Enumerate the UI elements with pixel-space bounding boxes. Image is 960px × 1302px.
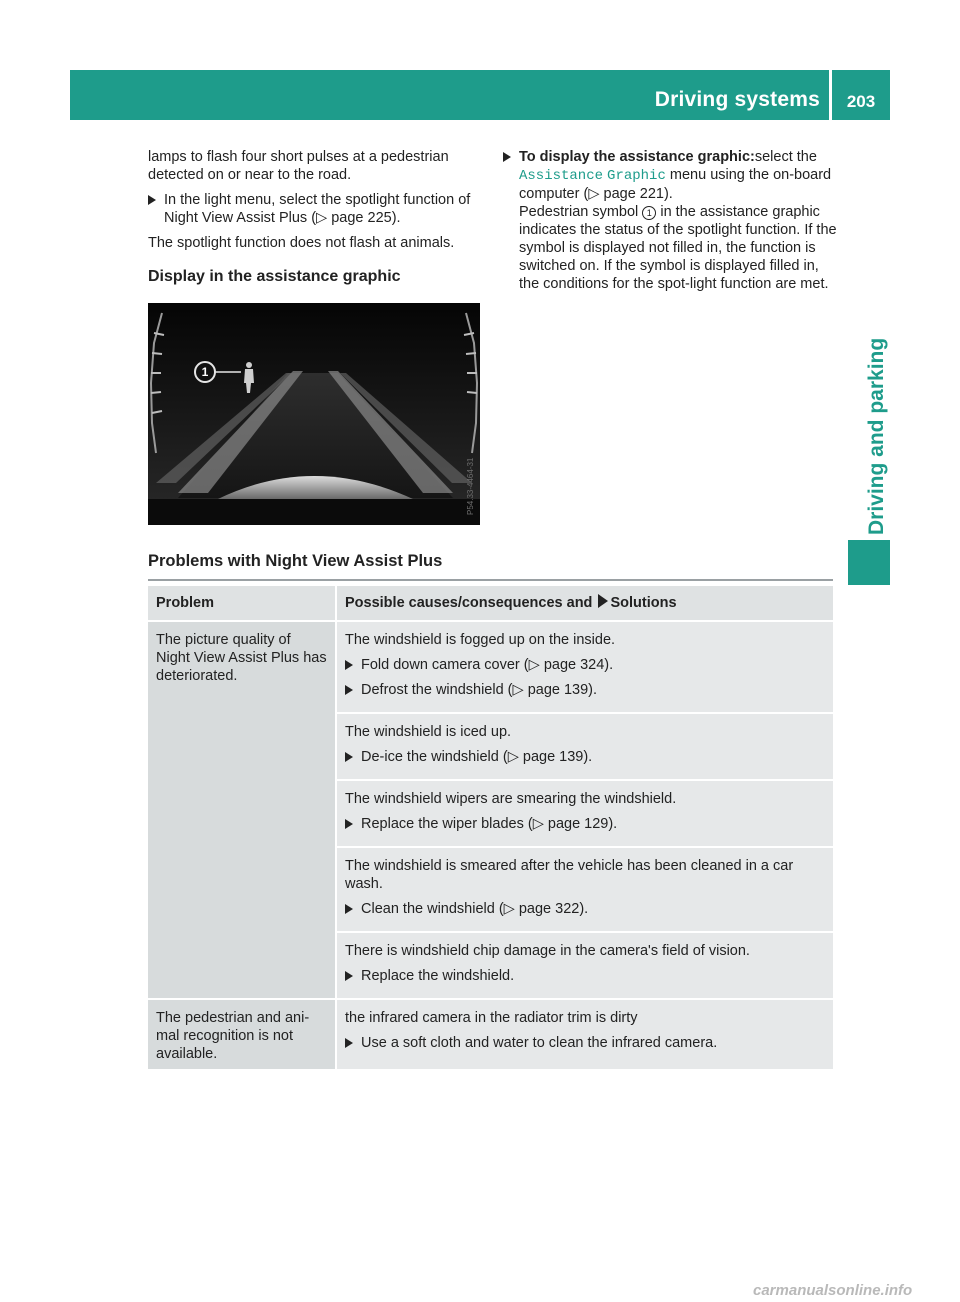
header-causes-text: Possible causes/consequences and	[345, 595, 593, 611]
step-text: Use a soft cloth and water to clean the infrared camera.	[361, 1035, 718, 1051]
page-ref-triangle-icon: ▷	[512, 682, 524, 698]
step-arrow-icon	[345, 904, 353, 914]
table-row	[148, 1000, 833, 1071]
cause-text: the infrared camera in the radiator trim is dirty	[345, 1010, 638, 1026]
solution-step	[345, 748, 825, 766]
header-solutions-text: Solutions	[610, 595, 677, 611]
instruction-step-display	[503, 148, 838, 293]
solution-cell	[337, 933, 833, 1000]
side-section-block	[848, 540, 890, 585]
cause-text: The windshield wipers are smearing the windshield.	[345, 791, 677, 807]
chapter-title: Driving systems	[654, 88, 820, 111]
para-text-rest: in the assistance graphic indicates the status of the spotlight function. If the symbol is displayed not filled in, the function is switched on. If the symbol is displayed filled in, the conditions for the spot-light function are met.	[519, 204, 837, 292]
page-ref-triangle-icon: ▷	[503, 901, 515, 917]
step-text: Fold down camera cover (	[361, 657, 529, 673]
note-paragraph: The spotlight function does not flash at animals.	[148, 235, 455, 251]
section-heading: Display in the assistance graphic	[148, 268, 401, 285]
step-arrow-icon	[148, 195, 156, 205]
solution-step	[345, 681, 825, 699]
page-reference-link[interactable]: page 225).	[331, 210, 401, 226]
solution-step	[345, 1034, 825, 1052]
intro-paragraph: lamps to flash four short pulses at a pedestrian detected on or near to the road.	[148, 149, 449, 183]
image-code: P54.33-4464-31	[466, 457, 475, 515]
step-arrow-icon	[345, 660, 353, 670]
right-column	[503, 148, 838, 300]
step-heading: To display the assistance graphic:	[519, 149, 755, 165]
step-arrow-icon	[345, 752, 353, 762]
solution-cell	[337, 781, 833, 848]
step-text: select the	[754, 149, 817, 165]
menu-assistance: Assistance	[519, 168, 604, 184]
solution-cell	[337, 622, 833, 714]
page-reference-link[interactable]: page 324).	[543, 657, 614, 673]
problems-heading: Problems with Night View Assist Plus	[148, 552, 833, 581]
problem-cell: The picture quality of Night View Assist Plus has deteriorated.	[148, 622, 337, 1000]
page-reference-link[interactable]: page 221).	[603, 186, 673, 202]
cause-text: The windshield is smeared after the vehicle has been cleaned in a car wash.	[345, 858, 794, 892]
page-reference-link[interactable]: page 139).	[527, 682, 598, 698]
step-text: Defrost the windshield (	[361, 682, 513, 698]
page-reference-link[interactable]: page 139).	[522, 749, 593, 765]
problems-table	[148, 586, 833, 1071]
page-ref-triangle-icon: ▷	[507, 749, 519, 765]
step-text: In the light menu, select the spotlight function of Night View Assist Plus (	[164, 192, 471, 226]
step-text: Clean the windshield (	[361, 901, 504, 917]
cause-text: The windshield is fogged up on the inside.	[345, 632, 616, 648]
header-problem: Problem	[148, 586, 337, 622]
step-arrow-icon	[345, 819, 353, 829]
left-column	[148, 148, 480, 300]
header-causes-solutions	[337, 586, 833, 622]
page-ref-triangle-icon: ▷	[316, 210, 328, 226]
table-row	[148, 622, 833, 714]
page-ref-triangle-icon: ▷	[528, 657, 540, 673]
assistance-graphic-image	[148, 303, 480, 525]
para-text: Pedestrian symbol	[519, 204, 643, 220]
step-text: De-ice the windshield (	[361, 749, 508, 765]
step-arrow-icon	[503, 152, 511, 162]
step-text-rest: menu using the on-board computer (	[519, 167, 832, 202]
cause-text: The windshield is iced up.	[345, 724, 512, 740]
step-text: Replace the windshield.	[361, 968, 515, 984]
step-arrow-icon	[345, 685, 353, 695]
footer-watermark: carmanualsonline.info	[753, 1282, 913, 1299]
solution-cell	[337, 848, 833, 933]
solution-step	[345, 967, 825, 985]
header-divider	[829, 70, 832, 120]
step-arrow-icon	[345, 1038, 353, 1048]
page-reference-link[interactable]: page 322).	[518, 901, 589, 917]
solution-step	[345, 815, 825, 833]
step-arrow-icon	[345, 971, 353, 981]
instruction-step	[148, 191, 480, 227]
page-reference-link[interactable]: page 129).	[547, 816, 618, 832]
step-text: Replace the wiper blades (	[361, 816, 533, 832]
side-section-tab	[848, 285, 890, 535]
solution-step	[345, 656, 825, 674]
menu-graphic: Graphic	[607, 168, 666, 184]
solution-step	[345, 900, 825, 918]
page-header	[70, 70, 890, 120]
callout-number-icon: 1	[642, 206, 656, 220]
solution-cell	[337, 714, 833, 781]
callout-number: 1	[201, 365, 209, 379]
problem-cell: The pedestrian and ani-mal recognition is not available.	[148, 1000, 337, 1071]
page-ref-triangle-icon: ▷	[588, 186, 600, 202]
table-header-row	[148, 586, 833, 622]
page-ref-triangle-icon: ▷	[532, 816, 544, 832]
solution-cell	[337, 1000, 833, 1071]
page-number: 203	[846, 92, 876, 111]
cause-text: There is windshield chip damage in the camera's field of vision.	[345, 943, 750, 959]
side-section-label: Driving and parking	[865, 337, 888, 535]
night-view-illustration	[148, 303, 480, 525]
solution-arrow-icon	[598, 594, 608, 608]
pedestrian-symbol-paragraph	[519, 203, 838, 293]
